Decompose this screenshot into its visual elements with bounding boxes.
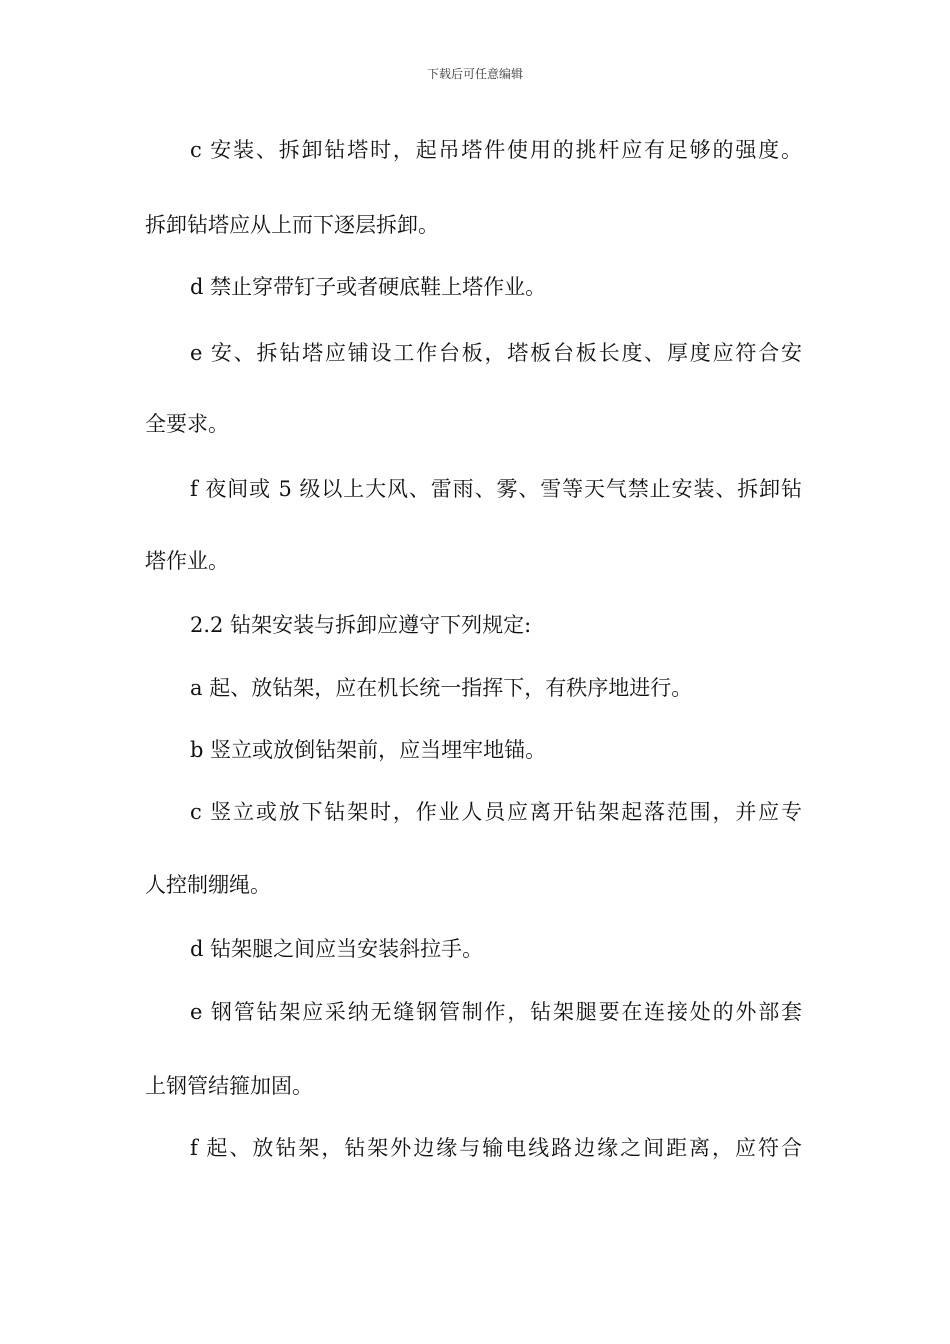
paragraph-line: b 竖立或放倒钻架前，应当埋牢地锚。 bbox=[190, 738, 547, 762]
paragraph-line: 人控制绷绳。 bbox=[145, 873, 271, 897]
paragraph-line: d 禁止穿带钉子或者硬底鞋上塔作业。 bbox=[190, 275, 547, 299]
paragraph-line: a 起、放钻架，应在机长统一指挥下，有秩序地进行。 bbox=[190, 676, 693, 700]
paragraph-line: f 夜间或 5 级以上大风、雷雨、雾、雪等天气禁止安装、拆卸钻 bbox=[190, 477, 802, 501]
paragraph-line: 拆卸钻塔应从上而下逐层拆卸。 bbox=[145, 213, 439, 237]
paragraph-line: 塔作业。 bbox=[145, 549, 229, 573]
paragraph-line: e 钢管钻架应采纳无缝钢管制作，钻架腿要在连接处的外部套 bbox=[190, 1000, 802, 1024]
page-header: 下载后可任意编辑 bbox=[426, 67, 523, 81]
paragraph-line: c 竖立或放下钻架时，作业人员应离开钻架起落范围，并应专 bbox=[190, 800, 802, 824]
paragraph-line: c 安装、拆卸钻塔时，起吊塔件使用的挑杆应有足够的强度。 bbox=[190, 138, 802, 162]
paragraph-line: 全要求。 bbox=[145, 412, 229, 436]
paragraph-line: e 安、拆钻塔应铺设工作台板，塔板台板长度、厚度应符合安 bbox=[190, 341, 802, 365]
paragraph-line: f 起、放钻架，钻架外边缘与输电线路边缘之间距离，应符合 bbox=[190, 1136, 802, 1160]
paragraph-line: d 钻架腿之间应当安装斜拉手。 bbox=[190, 937, 484, 961]
paragraph-line: 上钢管结箍加固。 bbox=[145, 1074, 313, 1098]
section-heading: 2.2 钻架安装与拆卸应遵守下列规定: bbox=[190, 613, 532, 637]
